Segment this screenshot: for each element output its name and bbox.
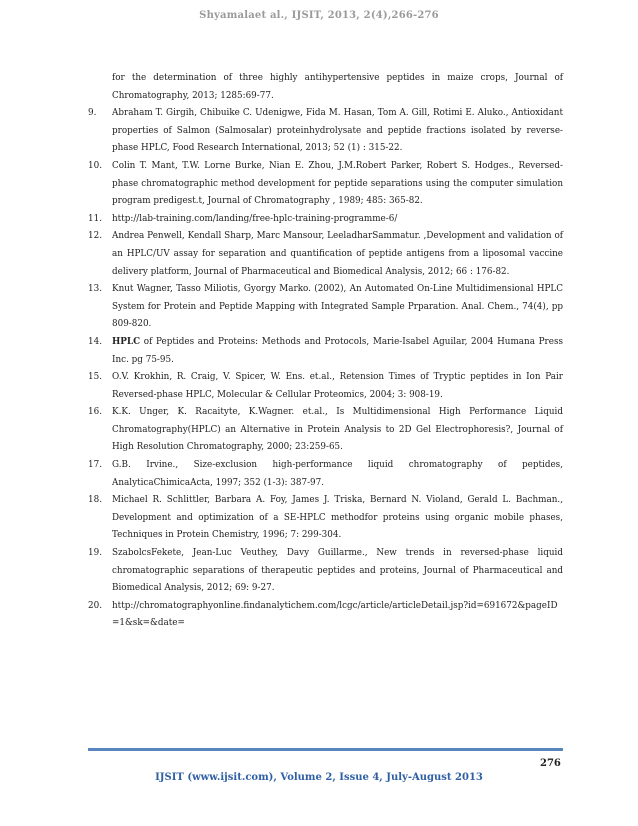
reference-item	[88, 404, 563, 457]
reference-text: Andrea Penwell, Kendall Sharp, Marc Mansour, LeeladharSammatur. ,Development and validation of an HPLC/UV assay for separation and quantification of peptide antigens from a liposomal vaccine delivery platform, Journal of Pharmaceutical and Biomedical Analysis, 2012; 66 : 176-82.	[112, 231, 563, 277]
reference-number: 9.	[88, 108, 97, 119]
reference-text: Knut Wagner, Tasso Miliotis, Gyorgy Marko. (2002), An Automated On-Line Multidimensional HPLC System for Protein and Peptide Mapping with Integrated Sample Prparation. Anal. Chem., 74(4), pp 809-820.	[112, 284, 563, 330]
reference-number: 14.	[88, 336, 102, 347]
reference-item	[88, 228, 563, 281]
reference-text: Michael R. Schlittler, Barbara A. Foy, James J. Triska, Bernard N. Violand, Gerald L. Bachman., Development and optimization of a SE-HPLC methodfor proteins using organic mobile phases, Techniques in Protein Chemistry, 1996; 7: 299-304.	[112, 495, 563, 541]
footer-divider	[88, 748, 563, 751]
reference-item	[88, 457, 563, 492]
reference-item	[88, 281, 563, 334]
reference-item	[88, 158, 563, 211]
reference-number: 19.	[88, 548, 102, 559]
reference-number: 15.	[88, 372, 102, 383]
reference-bold-term: HPLC	[112, 336, 141, 347]
running-header: Shyamalaet al., IJSIT, 2013, 2(4),266-276	[199, 10, 439, 21]
reference-item	[88, 334, 563, 369]
reference-list	[88, 70, 563, 633]
reference-number: 20.	[88, 600, 102, 611]
reference-number: 18.	[88, 495, 102, 506]
reference-number: 17.	[88, 460, 102, 471]
reference-text: Colin T. Mant, T.W. Lorne Burke, Nian E. Zhou, J.M.Robert Parker, Robert S. Hodges., Reversed-phase chromatographic method development for peptide separations using the computer simulation program predigest.t, Journal of Chromatography , 1989; 485: 365-82.	[112, 160, 563, 207]
reference-item	[88, 545, 563, 598]
reference-text: Abraham T. Girgih, Chibuike C. Udenigwe, Fida M. Hasan, Tom A. Gill, Rotimi E. Aluko., Antioxidant properties of Salmon (Salmosalar) proteinhydrolysate and peptide fractions isolated by reverse-phase HPLC, Food Research International, 2013; 52 (1) : 315-22.	[112, 108, 563, 154]
reference-text: G.B. Irvine., Size-exclusion high-performance liquid chromatography of peptides, AnalyticaChimicaActa, 1997; 352 (1-3): 387-97.	[112, 460, 563, 488]
reference-item	[88, 70, 563, 105]
reference-item	[88, 105, 563, 158]
reference-text-rest: of Peptides and Proteins: Methods and Protocols, Marie-Isabel Aguilar, 2004 Humana Press Inc. pg 75-95.	[112, 336, 563, 365]
reference-item	[88, 369, 563, 404]
reference-number: 12.	[88, 231, 102, 242]
page-number: 276	[540, 758, 561, 769]
reference-text: SzabolcsFekete, Jean-Luc Veuthey, Davy Guillarme., New trends in reversed-phase liquid chromatographic separations of therapeutic peptides and proteins, Journal of Pharmaceutical and Biomedical Analysis, 2012; 69: 9-27.	[112, 548, 563, 594]
reference-link[interactable]: http://chromatographyonline.findanalytichem.com/lcgc/article/articleDetail.jsp?id=691672&pageID=1&sk=&date=	[112, 600, 558, 629]
reference-text: for the determination of three highly antihypertensive peptides in maize crops, Journal of Chromatography, 2013; 1285:69-77.	[112, 73, 563, 101]
reference-item	[88, 492, 563, 545]
reference-number: 13.	[88, 284, 102, 295]
reference-text: O.V. Krokhin, R. Craig, V. Spicer, W. Ens. et.al., Retension Times of Tryptic peptides in Ion Pair Reversed-phase HPLC, Molecular & Cellular Proteomics, 2004; 3: 908-19.	[112, 372, 563, 400]
journal-footer: IJSIT (www.ijsit.com), Volume 2, Issue 4, July-August 2013	[155, 772, 483, 783]
reference-number: 11.	[88, 213, 102, 224]
reference-number: 10.	[88, 160, 102, 171]
reference-item	[88, 598, 563, 633]
reference-item	[88, 211, 563, 229]
reference-link[interactable]: http://lab-training.com/landing/free-hplc-training-programme-6/	[112, 213, 398, 224]
reference-text	[112, 337, 563, 365]
reference-number: 16.	[88, 407, 102, 418]
reference-text: K.K. Unger, K. Racaityte, K.Wagner. et.al., Is Multidimensional High Performance Liquid Chromatography(HPLC) an Alternative in Protein Analysis to 2D Gel Electrophoresis?, Journal of High Resolution Chromatography, 2000; 23:259-65.	[112, 407, 563, 453]
